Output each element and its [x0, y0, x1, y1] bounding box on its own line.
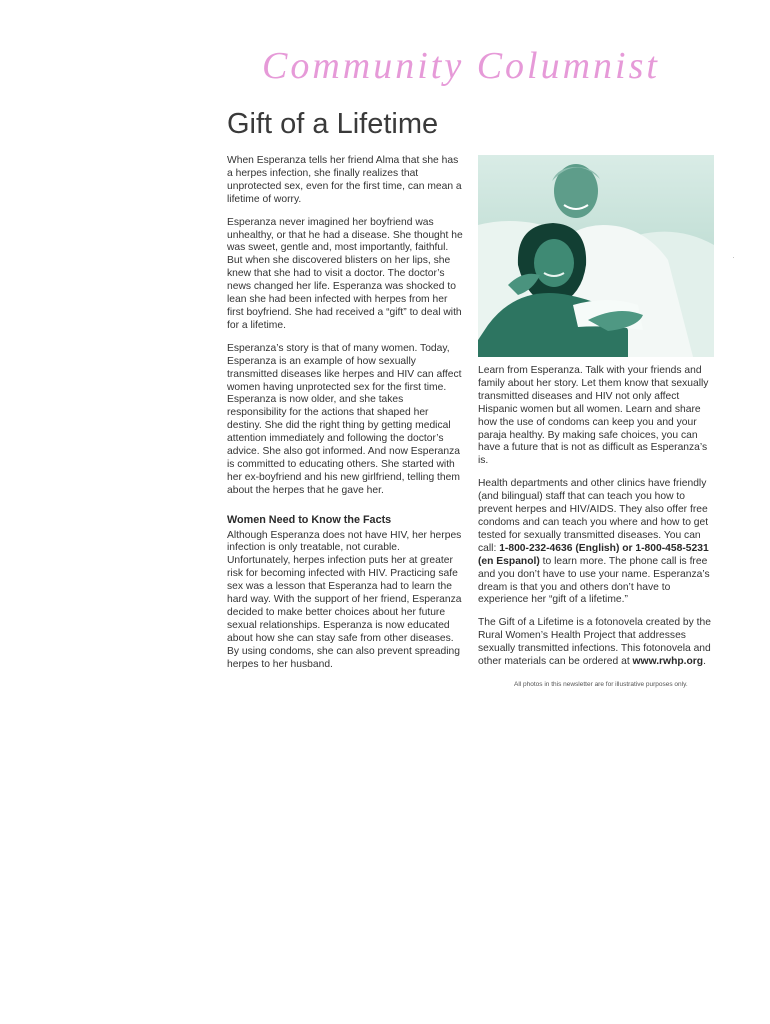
fotonovela-text-end: .	[703, 656, 706, 668]
section-subheading: Women Need to Know the Facts	[227, 513, 392, 526]
photo-credit: All photos in this newsletter are for illustrative purposes only.	[514, 680, 688, 688]
fotonovela-paragraph	[478, 617, 716, 669]
couple-photo	[478, 155, 714, 357]
article-title: Gift of a Lifetime	[227, 108, 439, 140]
example-paragraph: Esperanza’s story is that of many women. Today, Esperanza is an example of how sexually transmitted diseases like herpes and HIV can affect women having unprotected sex for the first time. Esperanza is now older, and she takes responsibility for the actions that shaped her destiny. She did the right thing by getting medical attention immediately and following the doctor’s advice. She also got informed. And now Esperanza is committed to educating others. She started with her ex-boyfriend and his new girlfriend, telling them about the herpes that he gave her.	[227, 342, 462, 496]
masthead-title: Community Columnist	[262, 45, 660, 87]
intro-paragraph: When Esperanza tells her friend Alma that she has a herpes infection, she finally realizes that unprotected sex, even for the first time, can mean a lifetime of worry.	[227, 155, 462, 205]
story-paragraph: Esperanza never imagined her boyfriend was unhealthy, or that he had a disease. She thought he was sweet, gentle and, most importantly, faithful. But when she discovered blisters on her lips, she knew that she had to visit a doctor. The doctor’s news changed her life. Esperanza was shocked to lean she had been infected with herpes from her first boyfriend. She had received a “gift” to deal with for a lifetime.	[227, 216, 463, 331]
clinics-text: Health departments and other clinics have friendly (and bilingual) staff that can teach you how to prevent herpes and HIV/AIDS. They also offer free condoms and can teach you where and how to get tested for sexually transmitted diseases. You can call:	[478, 478, 709, 554]
clinics-paragraph	[478, 478, 716, 607]
couple-photo-illustration	[478, 155, 714, 357]
fotonovela-text: The Gift of a Lifetime is a fotonovela created by the Rural Women’s Health Project that addresses sexually transmitted infections. This fotonovela and other materials can be ordered at	[478, 617, 711, 668]
website-link[interactable]: www.rwhp.org	[632, 656, 704, 668]
facts-paragraph: Although Esperanza does not have HIV, her herpes infection is only treatable, not curable. Unfortunately, herpes infection puts her at greater risk for becoming infected with HIV. Practicing safe sex was a lesson that Esperanza had to learn the hard way. With the support of her friend, Esperanza decided to make better choices about her future sexual relationships. Esperanza is now educated about how she can stay safe from other diseases. By using condoms, she can also prevent spreading herpes to her husband.	[227, 529, 462, 670]
speck-mark	[733, 257, 734, 258]
learn-paragraph: Learn from Esperanza. Talk with your friends and family about her story. Let them know that sexually transmitted diseases and HIV not only affect Hispanic women but all women. Learn and share how the use of condoms can keep you and your paraja healthy. By making safe choices, you can have a future that is not as difficult as Esperanza’s is.	[478, 365, 709, 467]
clinics-text-end: to learn more. The phone call is free and you don’t have to use your name. Esperanza’s dream is that you and others don’t have to experience her “gift of a lifetime.”	[478, 555, 710, 606]
left-column	[227, 155, 465, 682]
right-column	[478, 365, 716, 692]
phone-numbers[interactable]: 1-800-232-4636 (English) or 1-800-458-5231 (en Espanol)	[478, 542, 709, 567]
